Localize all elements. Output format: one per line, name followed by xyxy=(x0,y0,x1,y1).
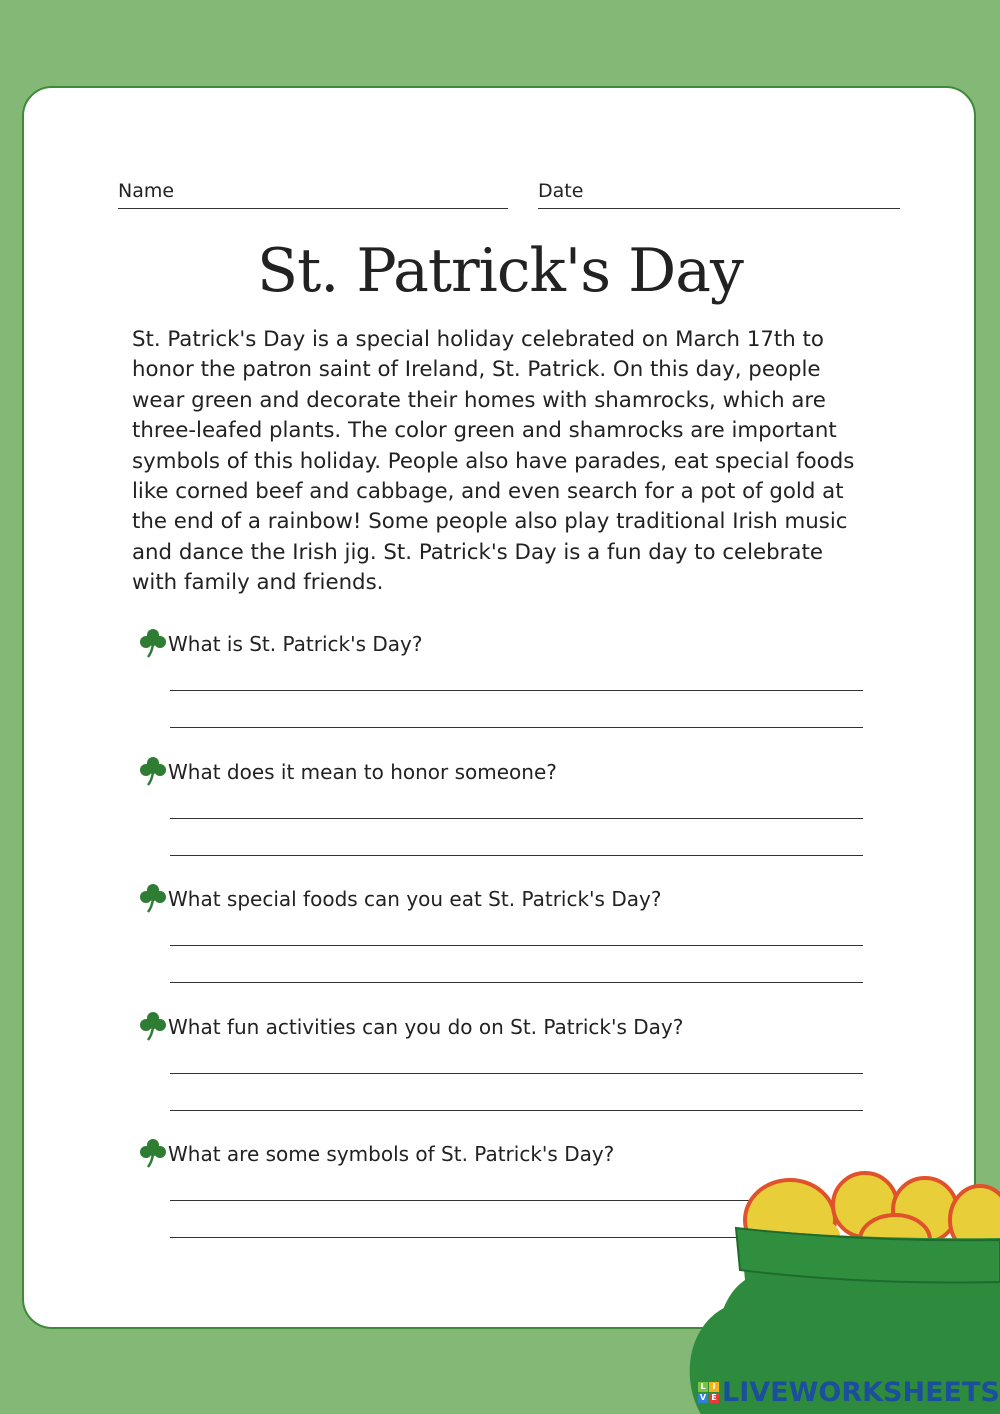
question xyxy=(140,756,557,791)
answer-line[interactable] xyxy=(170,690,863,691)
question-text: What is St. Patrick's Day? xyxy=(168,632,423,656)
question-text: What special foods can you eat St. Patrick's Day? xyxy=(168,887,662,911)
shamrock-icon xyxy=(140,756,168,791)
logo-blocks xyxy=(698,1382,719,1403)
question xyxy=(140,628,423,663)
shamrock-icon xyxy=(140,1011,168,1046)
shamrock-icon xyxy=(140,1138,168,1173)
answer-line[interactable] xyxy=(170,1073,863,1074)
liveworksheets-watermark xyxy=(698,1377,1000,1408)
name-label: Name xyxy=(118,180,175,202)
watermark-text: LIVEWORKSHEETS xyxy=(722,1377,1000,1408)
name-field[interactable] xyxy=(118,180,508,209)
answer-line[interactable] xyxy=(170,1110,863,1111)
question xyxy=(140,883,661,918)
answer-line[interactable] xyxy=(170,818,863,819)
question xyxy=(140,1138,614,1173)
pot-of-gold-illustration xyxy=(660,1160,1000,1414)
answer-line[interactable] xyxy=(170,945,863,946)
answer-line[interactable] xyxy=(170,982,863,983)
answer-line[interactable] xyxy=(170,727,863,728)
date-label: Date xyxy=(538,180,584,202)
shamrock-icon xyxy=(140,883,168,918)
logo-block: L xyxy=(698,1382,708,1392)
page-title: St. Patrick's Day xyxy=(257,236,743,306)
question-text: What fun activities can you do on St. Patrick's Day? xyxy=(168,1014,684,1039)
reading-passage: St. Patrick's Day is a special holiday celebrated on March 17th to honor the patron saint of Ireland, St. Patrick. On this day, people wear green and decorate their homes with shamrocks, which are three-leafed plants. The color green and shamrocks are important symbols of this holiday. People also have parades, eat special foods like corned beef and cabbage, and even search for a pot of gold at the end of a rainbow! Some people also play traditional Irish music and dance the Irish jig. St. Patrick's Day is a fun day to celebrate with family and friends. xyxy=(132,327,855,596)
question-text: What does it mean to honor someone? xyxy=(168,759,557,784)
question-text: What are some symbols of St. Patrick's Day? xyxy=(168,1142,615,1166)
logo-block: I xyxy=(709,1382,719,1392)
answer-line[interactable] xyxy=(170,855,863,856)
logo-block: V xyxy=(699,1393,707,1402)
date-field[interactable] xyxy=(538,180,900,209)
shamrock-icon xyxy=(140,628,168,663)
question xyxy=(140,1011,683,1046)
logo-block: E xyxy=(709,1393,719,1403)
